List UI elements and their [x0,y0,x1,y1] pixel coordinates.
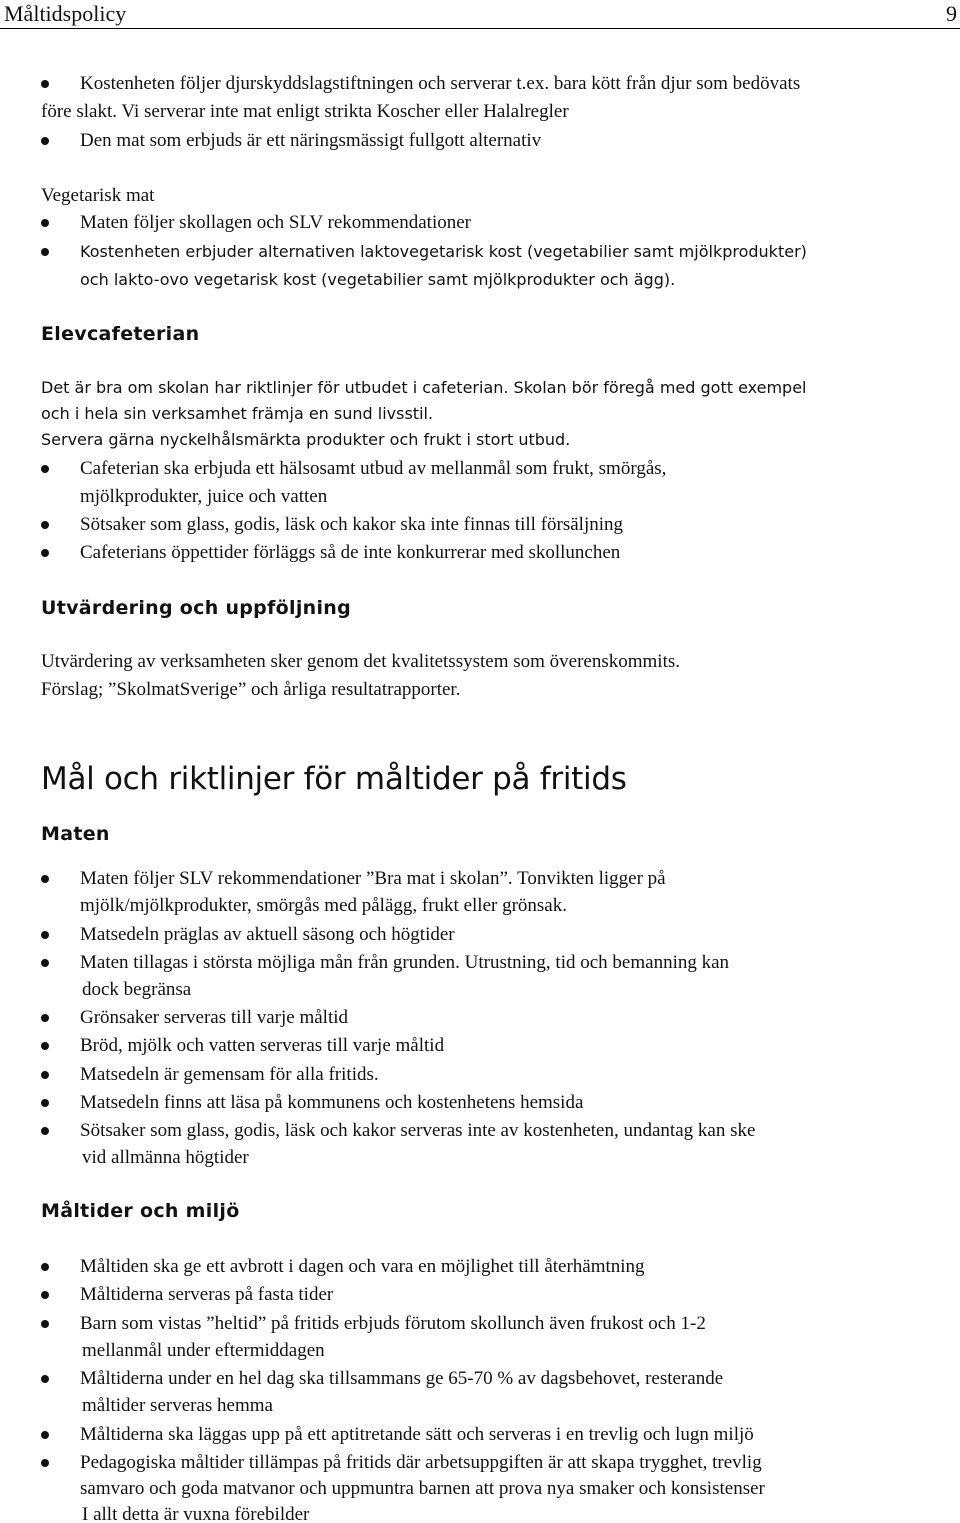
list-item: Måltiderna ska läggas upp på ett aptitretande sätt och serveras i en trevlig och lugn miljö [80,1424,754,1445]
bullet-icon [41,1071,49,1079]
bullet-icon [41,1431,49,1439]
list-item-continuation: vid allmänna högtider [82,1147,249,1168]
list-item: Bröd, mjölk och vatten serveras till varje måltid [80,1035,445,1056]
list-item-continuation: mellanmål under eftermiddagen [82,1340,325,1361]
bullet-icon [41,549,49,557]
list-item: Måltiden ska ge ett avbrott i dagen och vara en möjlighet till återhämtning [80,1256,645,1277]
page-header [0,0,960,29]
list-item-continuation: före slakt. Vi serverar inte mat enligt strikta Koscher eller Halalregler [41,101,569,122]
list-item: Grönsaker serveras till varje måltid [80,1007,349,1028]
bullet-icon [41,1042,49,1050]
list-item: Maten följer SLV rekommendationer ”Bra mat i skolan”. Tonvikten ligger på [80,868,666,889]
list-item: Matsedeln är gemensam för alla fritids. [80,1064,379,1085]
paragraph-line: Förslag; ”SkolmatSverige” och årliga resultatrapporter. [41,679,461,700]
list-item-continuation: mjölkprodukter, juice och vatten [80,486,328,507]
section-heading-elevcafeterian: Elevcafeterian [41,323,200,345]
bullet-icon [41,1375,49,1383]
list-item-continuation: måltider serveras hemma [82,1395,273,1416]
section-heading-maltider: Måltider och miljö [41,1200,240,1222]
list-item: Sötsaker som glass, godis, läsk och kakor serveras inte av kostenheten, undantag kan ske [80,1120,756,1141]
list-item: Maten tillagas i största möjliga mån från grunden. Utrustning, tid och bemanning kan [80,952,730,973]
paragraph-line: Utvärdering av verksamheten sker genom det kvalitetssystem som överenskommits. [41,651,680,672]
bullet-icon [41,1099,49,1107]
bullet-icon [41,521,49,529]
list-item: Kostenheten erbjuder alternativen laktovegetarisk kost (vegetabilier samt mjölkprodukter) [80,242,807,261]
list-item-continuation: dock begränsa [82,979,192,1000]
list-item: Matsedeln finns att läsa på kommunens och kostenhetens hemsida [80,1092,584,1113]
bullet-icon [41,1014,49,1022]
list-item: Cafeterian ska erbjuda ett hälsosamt utbud av mellanmål som frukt, smörgås, [80,458,667,479]
section-heading-maten: Maten [41,823,110,845]
list-item-continuation: och lakto-ovo vegetarisk kost (vegetabilier samt mjölkprodukter och ägg). [80,270,676,289]
bullet-icon [41,1127,49,1135]
bullet-icon [41,248,49,256]
page-number: 9 [946,1,957,26]
bullet-icon [41,1320,49,1328]
list-item: Måltiderna serveras på fasta tider [80,1284,334,1305]
paragraph-line: Det är bra om skolan har riktlinjer för utbudet i cafeterian. Skolan bör föregå med gott exempel [41,378,807,397]
list-item: Kostenheten följer djurskyddslagstiftningen och serverar t.ex. bara kött från djur som bedövats [80,73,801,94]
paragraph-line: Servera gärna nyckelhålsmärkta produkter och frukt i stort utbud. [41,430,571,449]
bullet-icon [41,1263,49,1271]
list-item: Måltiderna under en hel dag ska tillsammans ge 65-70 % av dagsbehovet, resterande [80,1368,724,1389]
bullet-icon [41,137,49,145]
paragraph-line: och i hela sin verksamhet främja en sund livsstil. [41,404,434,423]
header-title: Måltidspolicy [4,1,127,26]
bullet-icon [41,80,49,88]
list-item: Cafeterians öppettider förläggs så de inte konkurrerar med skollunchen [80,542,621,563]
bullet-icon [41,219,49,227]
page-title: Mål och riktlinjer för måltider på fritids [41,761,627,797]
list-item-continuation: mjölk/mjölkprodukter, smörgås med pålägg, frukt eller grönsak. [80,895,567,916]
list-item: Maten följer skollagen och SLV rekommendationer [80,212,471,233]
bullet-icon [41,931,49,939]
section-heading-utvardering: Utvärdering och uppföljning [41,597,351,619]
bullet-icon [41,1291,49,1299]
list-item-continuation: samvaro och goda matvanor och uppmuntra barnen att prova nya smaker och konsistenser [80,1478,765,1499]
list-item: Matsedeln präglas av aktuell säsong och högtider [80,924,455,945]
bullet-icon [41,465,49,473]
list-item-continuation: I allt detta är vuxna förebilder [82,1504,310,1523]
list-item: Pedagogiska måltider tillämpas på fritids där arbetsuppgiften är att skapa trygghet, trevlig [80,1452,762,1473]
list-item: Den mat som erbjuds är ett näringsmässigt fullgott alternativ [80,130,542,151]
list-item: Sötsaker som glass, godis, läsk och kakor ska inte finnas till försäljning [80,514,624,535]
bullet-icon [41,959,49,967]
subheading-vegetarisk: Vegetarisk mat [41,185,155,206]
list-item: Barn som vistas ”heltid” på fritids erbjuds förutom skollunch även frukost och 1-2 [80,1313,706,1334]
bullet-icon [41,1459,49,1467]
bullet-icon [41,875,49,883]
